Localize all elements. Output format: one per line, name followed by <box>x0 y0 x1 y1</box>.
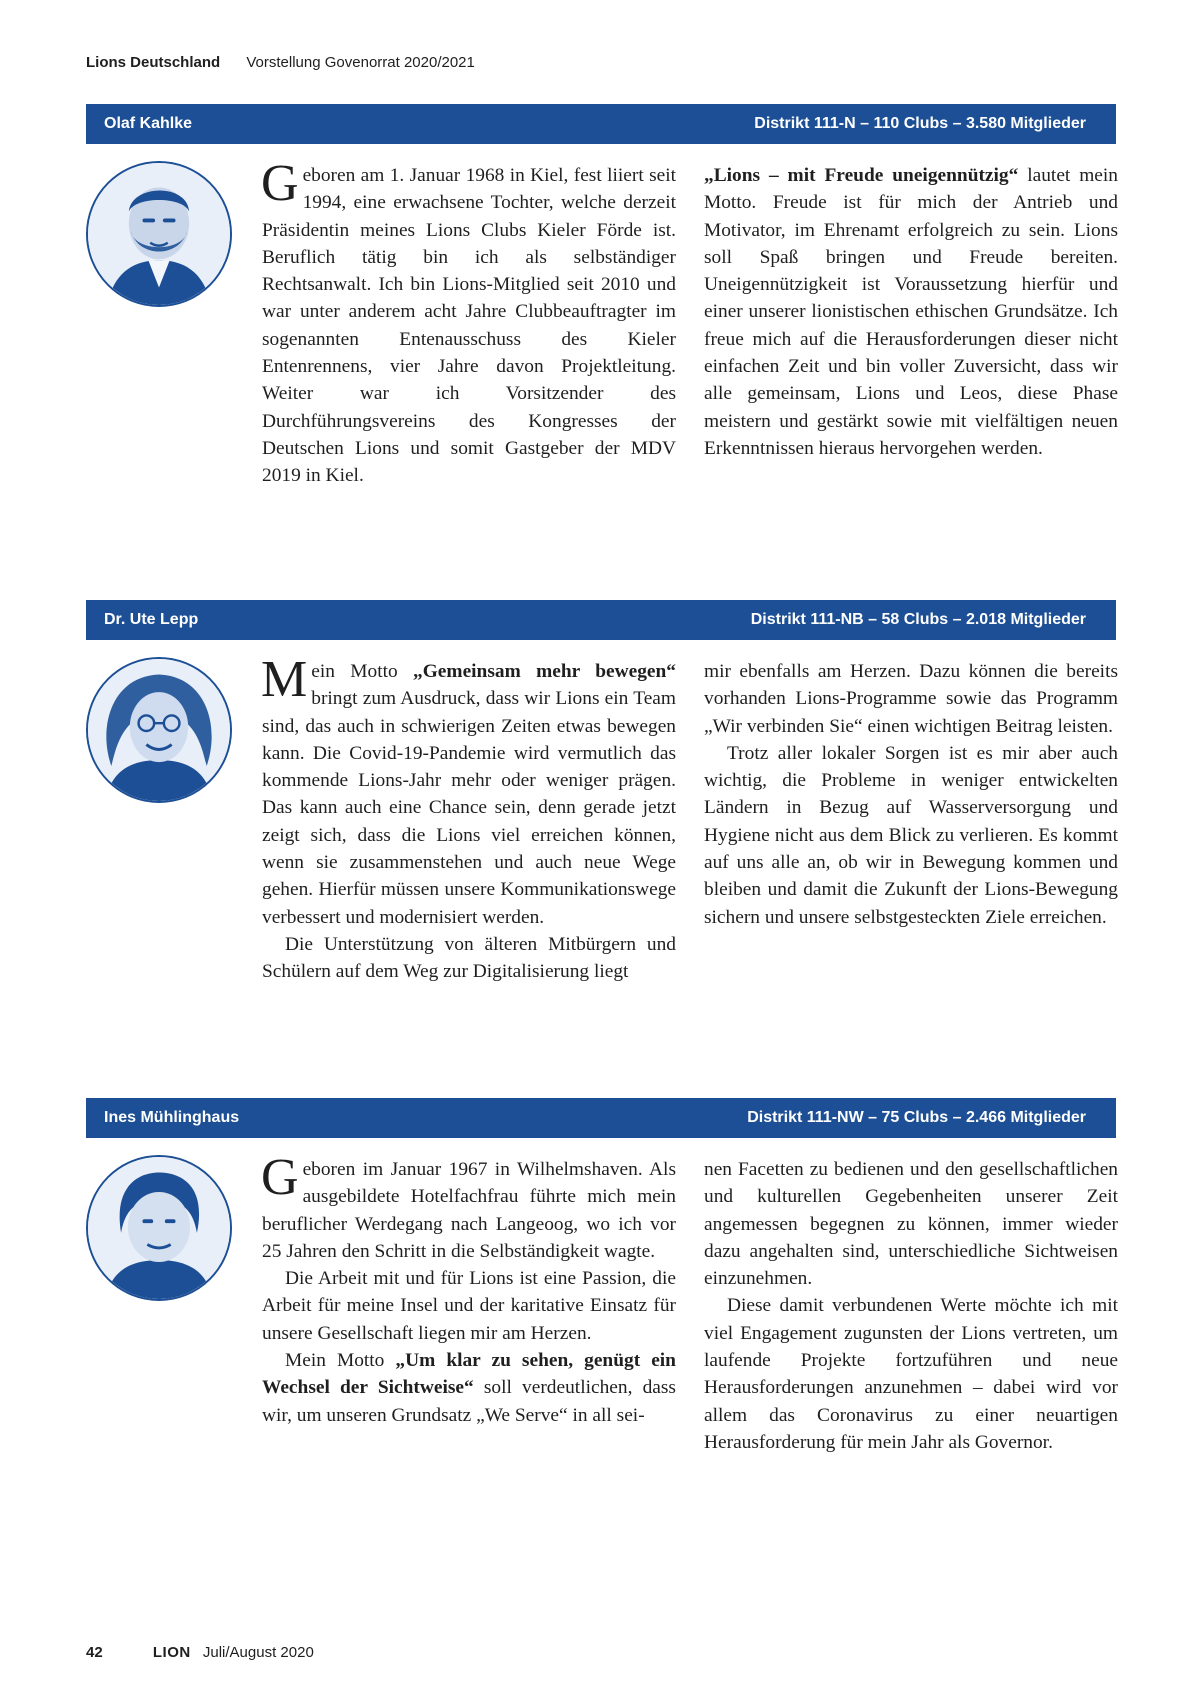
drop-cap: G <box>261 1149 299 1206</box>
profile-section <box>86 600 1118 983</box>
header-brand: Lions Deutschland <box>86 54 221 71</box>
profile-header-bar <box>86 600 1116 640</box>
portrait-photo <box>86 1155 232 1301</box>
portrait-illustration <box>88 163 230 305</box>
text-column-right <box>704 1156 1118 1456</box>
district-info: Distrikt 111-NB – 58 Clubs – 2.018 Mitglieder <box>750 611 1086 628</box>
text-column-left <box>261 651 676 986</box>
text-column-left <box>261 155 676 490</box>
motto: „Gemeinsam mehr bewegen“ <box>413 661 676 682</box>
profile-section <box>86 1098 1118 1453</box>
portrait-photo <box>86 161 232 307</box>
paragraph-text: bringt zum Ausdruck, dass wir Lions ein Team sind, das auch in schwierigen Zeiten etwas bewegen kann. Die Covid-19-Pandemie wird vermutlich das kommende Lions-Jahr mehr oder weniger prägen. Das kann auch eine Chance sein, denn gerade jetzt zeigt sich, dass die Lions viel erreichen können, wenn sie zusammenstehen und auch neue Wege gehen. Hierfür müssen unsere Kommunikationswege verbessert und modernisiert werden. <box>262 688 676 928</box>
paragraph <box>261 155 676 490</box>
paragraph: Die Unterstützung von älteren Mitbürgern und Schülern auf dem Weg zur Digitalisierung liegt <box>262 933 676 983</box>
paragraph: Die Arbeit mit und für Lions ist eine Passion, die Arbeit für meine Insel und der karitative Einsatz für unsere Gesellschaft liegen mir am Herzen. <box>262 1268 676 1344</box>
paragraph-text: soll verdeutlichen, dass wir, um unseren Grundsatz „We Serve“ in all sei- <box>262 1377 676 1426</box>
profile-header-bar <box>86 104 1116 144</box>
profile-name: Dr. Ute Lepp <box>104 611 199 628</box>
text-column-right <box>704 162 1118 462</box>
paragraph-text: Mein Motto <box>285 1350 396 1372</box>
district-info: Distrikt 111-N – 110 Clubs – 3.580 Mitglieder <box>754 115 1086 132</box>
motto: „Um klar zu sehen, genügt ein Wechsel der Sichtweise“ <box>262 1350 676 1399</box>
paragraph-text: eboren am 1. Januar 1968 in Kiel, fest liiert seit 1994, eine erwachsene Tochter, welche derzeit Präsidentin meines Lions Clubs Kieler Förde ist. Beruflich tätig bin ich als selbständiger Rechtsanwalt. Ich bin Lions-Mitglied seit 2010 und war unter anderem acht Jahre Clubbeauftragter im sogenannten Entenausschuss des Kieler Entenrennens, vier Jahre davon Projektleitung. Weiter war ich Vorsitzender des Durchführungsvereins des Kongresses der Deutschen Lions und somit Gastgeber der MDV 2019 in Kiel. <box>262 165 676 487</box>
motto: „Lions – mit Freude uneigennützig“ <box>704 165 1019 186</box>
paragraph: nen Facetten zu bedienen und den gesellschaftlichen und kulturellen Gegebenheiten unserer Zeit angemessen begegnen zu können, immer wieder dazu angehalten sind, unterschiedliche Sichtweisen einzunehmen. <box>704 1159 1118 1290</box>
paragraph <box>262 1347 676 1429</box>
issue-date: Juli/August 2020 <box>202 1644 314 1661</box>
text-column-left <box>261 1149 676 1429</box>
header-title: Vorstellung Govenorrat 2020/2021 <box>246 54 475 71</box>
portrait-illustration <box>88 1157 230 1299</box>
paragraph: Trotz aller lokaler Sorgen ist es mir aber auch wichtig, die Probleme in weniger entwickelten Ländern in Bezug auf Wasserversorgung und Hygiene nicht aus dem Blick zu verlieren. Es kommt auf uns alle an, ob wir in Bewegung kommen und bleiben und damit die Zukunft der Lions-Bewegung sichern und unsere selbstgesteckten Ziele erreichen. <box>704 742 1118 928</box>
text-column-right <box>704 658 1118 931</box>
portrait-photo <box>86 657 232 803</box>
paragraph-text: eboren im Januar 1967 in Wilhelmshaven. Als ausgebildete Hotelfachfrau führte mich mein beruflicher Werdegang nach Langeoog, wo ich vor 25 Jahren den Schritt in die Selbständigkeit wagte. <box>262 1159 676 1262</box>
paragraph-text: lautet mein Motto. Freude ist für mich der Antrieb und Motivator, im Ehrenamt erfolgreich zu sein. Lions soll Spaß bringen und Freude bereiten. Uneigennützigkeit ist Voraussetzung hierfür und einer unserer lionistischen ethischen Grundsätze. Ich freue mich auf die Herausforderungen dieser nicht einfachen Zeit und bin voller Zuversicht, dass wir alle gemeinsam, Lions und Leos, diese Phase meistern und gestärkt sowie mit vielfältigen neuen Erkenntnissen hieraus hervorgehen werden. <box>704 165 1118 459</box>
paragraph: mir ebenfalls am Herzen. Dazu können die bereits vorhanden Lions-Programme sowie das Programm „Wir verbinden Sie“ einen wichtigen Beitrag leisten. <box>704 661 1118 737</box>
paragraph <box>261 1149 676 1265</box>
paragraph: Diese damit verbundenen Werte möchte ich mit viel Engagement zugunsten der Lions vertreten, um laufende Projekte fortzuführen und neue Herausforderungen anzunehmen – dabei wird vor allem das Coronavirus zu einer neuartigen Herausforderung für mein Jahr als Governor. <box>704 1295 1118 1453</box>
paragraph-text: ein Motto <box>311 661 414 682</box>
running-header <box>86 54 475 71</box>
paragraph <box>704 162 1118 462</box>
profile-section <box>86 104 1118 487</box>
page-number: 42 <box>86 1644 103 1661</box>
district-info: Distrikt 111-NW – 75 Clubs – 2.466 Mitglieder <box>747 1109 1086 1126</box>
drop-cap: M <box>261 651 308 708</box>
profile-header-bar <box>86 1098 1116 1138</box>
paragraph <box>261 651 676 931</box>
portrait-illustration <box>88 659 230 801</box>
profile-name: Olaf Kahlke <box>104 115 193 132</box>
page-footer <box>86 1644 314 1661</box>
profile-name: Ines Mühlinghaus <box>104 1109 240 1126</box>
magazine-name: LION <box>152 1644 191 1661</box>
drop-cap: G <box>261 155 299 212</box>
